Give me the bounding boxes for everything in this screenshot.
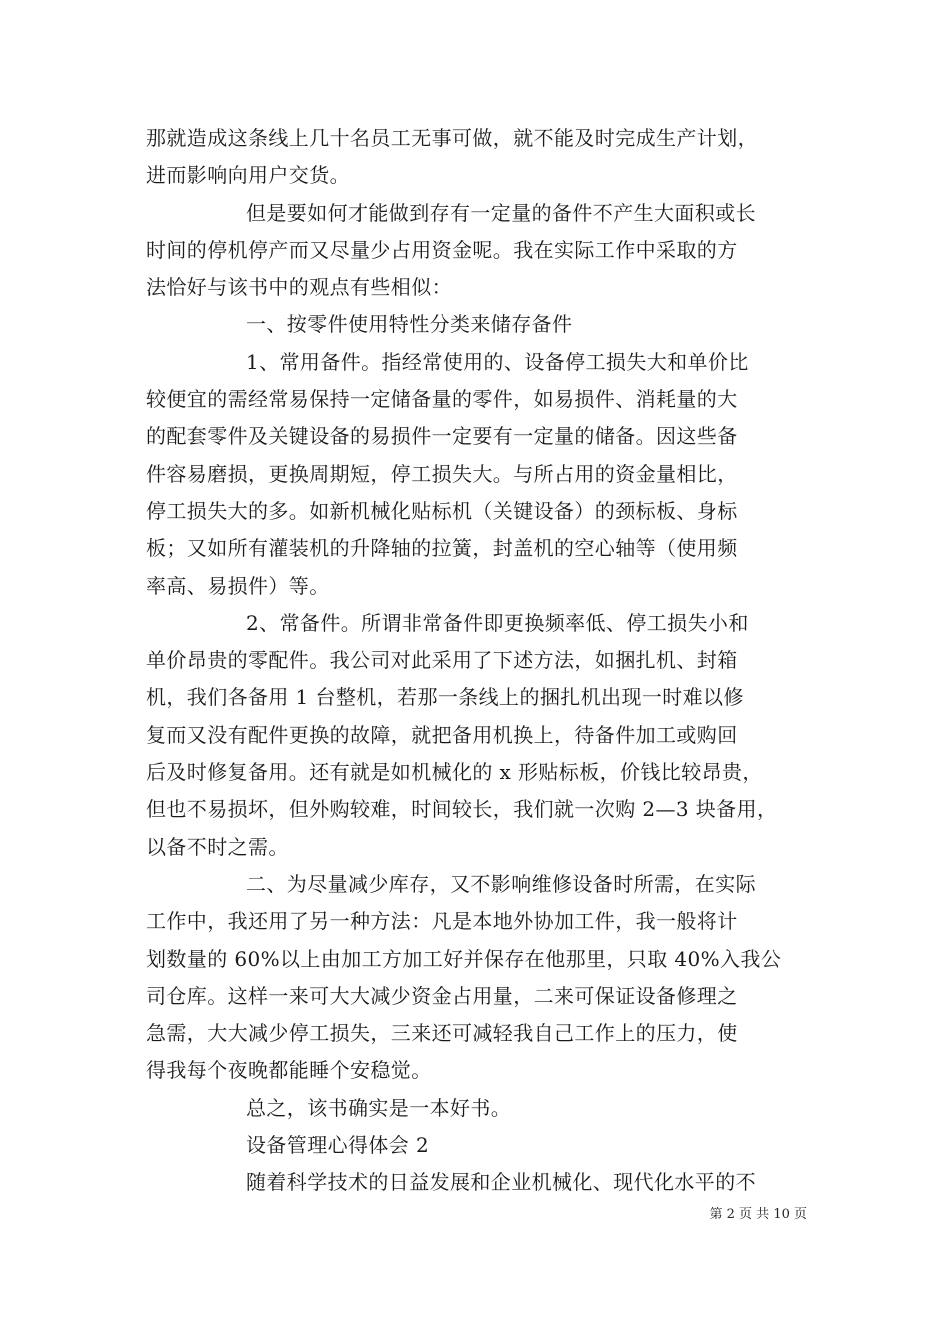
text-line: 2、常备件。所谓非常备件即更换频率低、停工损失小和	[246, 610, 749, 635]
text-line: 司仓库。这样一来可大大减少资金占用量，二来可保证设备修理之	[146, 983, 738, 1008]
text-line: 板；又如所有灌装机的升降轴的拉簧，封盖机的空心轴等（使用频	[146, 536, 738, 561]
text-line: 随着科学技术的日益发展和企业机械化、现代化水平的不	[246, 1170, 756, 1195]
text-line: 复而又没有配件更换的故障，就把备用机换上，待备件加工或购回	[146, 722, 738, 747]
text-line: 设备管理心得体会 2	[246, 1133, 430, 1158]
text-line: 二、为尽量减少库存，又不影响维修设备时所需，在实际	[246, 871, 756, 896]
text-line: 进而影响向用户交货。	[146, 163, 350, 188]
text-line: 工作中，我还用了另一种方法：凡是本地外协加工件，我一般将计	[146, 909, 738, 934]
text-line: 率高、易损件）等。	[146, 573, 330, 598]
text-line: 的配套零件及关键设备的易损件一定要有一定量的储备。因这些备	[146, 424, 738, 449]
text-line: 单价昂贵的零配件。我公司对此采用了下述方法，如捆扎机、封箱	[146, 648, 738, 673]
text-line: 但也不易损坏，但外购较难，时间较长，我们就一次购 2—3 块备用，	[146, 797, 778, 822]
text-line: 一、按零件使用特性分类来储存备件	[246, 312, 573, 337]
text-line: 时间的停机停产而又尽量少占用资金呢。我在实际工作中采取的方	[146, 237, 738, 262]
text-line: 后及时修复备用。还有就是如机械化的 x 形贴标板，价钱比较昂贵，	[146, 760, 763, 785]
text-line: 较便宜的需经常易保持一定储备量的零件，如易损件、消耗量的大	[146, 387, 738, 412]
text-line: 但是要如何才能做到存有一定量的备件不产生大面积或长	[246, 200, 756, 225]
text-line: 1、常用备件。指经常使用的、设备停工损失大和单价比	[246, 349, 749, 374]
text-line: 件容易磨损，更换周期短，停工损失大。与所占用的资金量相比，	[146, 461, 738, 486]
body-text	[146, 120, 810, 1202]
text-line: 总之，该书确实是一本好书。	[246, 1095, 512, 1120]
text-line: 那就造成这条线上几十名员工无事可做，就不能及时完成生产计划，	[146, 126, 758, 150]
text-line: 以备不时之需。	[146, 834, 289, 859]
text-line: 法恰好与该书中的观点有些相似：	[146, 275, 452, 300]
text-line: 得我每个夜晚都能睡个安稳觉。	[146, 1058, 432, 1083]
text-line: 停工损失大的多。如新机械化贴标机（关键设备）的颈标板、身标	[146, 498, 738, 523]
text-line: 急需，大大减少停工损失，三来还可减轻我自己工作上的压力，使	[146, 1021, 738, 1046]
text-line: 机，我们各备用 1 台整机，若那一条线上的捆扎机出现一时难以修	[146, 685, 744, 710]
page-footer: 第 2 页 共 10 页	[709, 1207, 807, 1222]
text-line: 划数量的 60%以上由加工方加工好并保存在他那里，只取 40%入我公	[146, 946, 782, 971]
